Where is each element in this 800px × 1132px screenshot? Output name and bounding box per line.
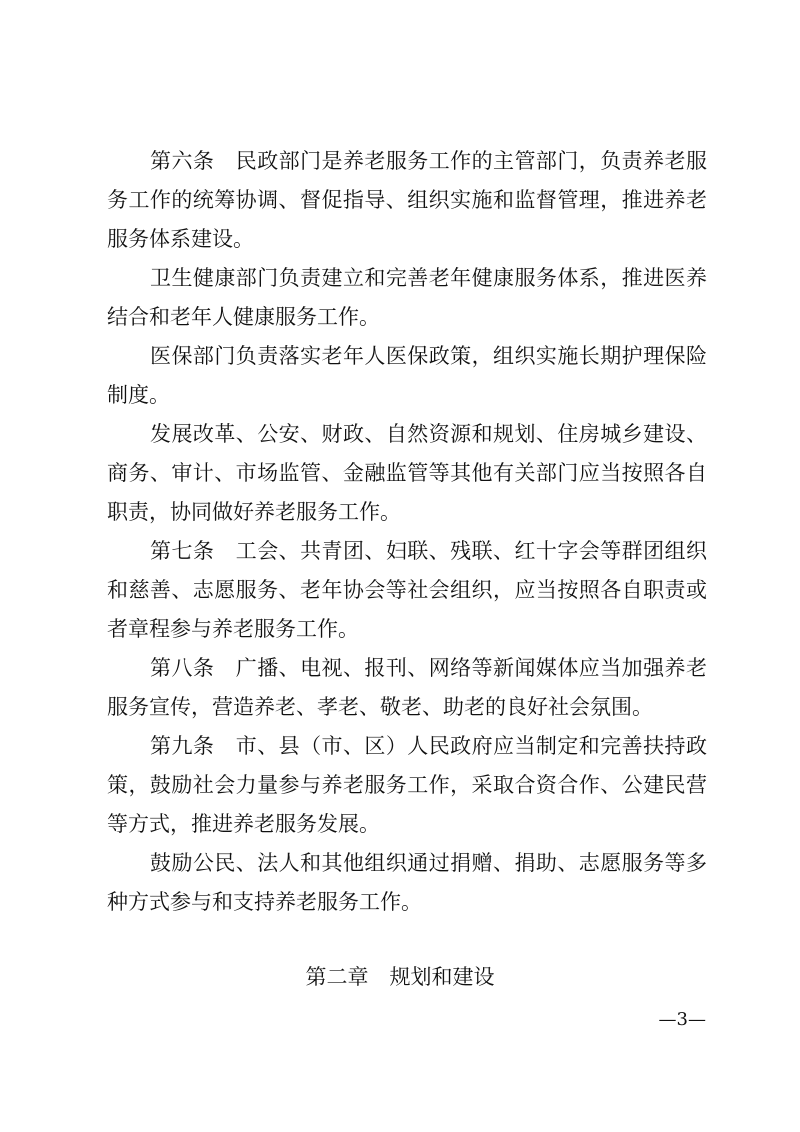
- text-line: 第六条 民政部门是养老服务工作的主管部门，负责养老服: [150, 149, 707, 173]
- paragraph: [107, 259, 707, 337]
- text-line: 结合和老年人健康服务工作。: [107, 305, 380, 329]
- text-line: 鼓励公民、法人和其他组织通过捐赠、捐助、志愿服务等多: [150, 851, 707, 875]
- text-line: 等方式，推进养老服务发展。: [107, 812, 380, 836]
- text-line: 务工作的统筹协调、督促指导、组织实施和监督管理，推进养老: [107, 188, 707, 212]
- paragraph: [107, 415, 707, 532]
- text-line: 医保部门负责落实老年人医保政策，组织实施长期护理保险: [150, 344, 707, 368]
- text-line: 卫生健康部门负责建立和完善老年健康服务体系，推进医养: [150, 266, 707, 290]
- paragraph: [107, 532, 707, 649]
- text-line: 发展改革、公安、财政、自然资源和规划、住房城乡建设、: [150, 422, 707, 446]
- text-line: 职责，协同做好养老服务工作。: [107, 500, 401, 524]
- text-line: 者章程参与养老服务工作。: [107, 617, 359, 641]
- text-line: 和慈善、志愿服务、老年协会等社会组织，应当按照各自职责或: [107, 578, 707, 602]
- text-line: 种方式参与和支持养老服务工作。: [107, 890, 422, 914]
- chapter-heading: 第二章 规划和建设: [305, 965, 495, 989]
- text-line: 策，鼓励社会力量参与养老服务工作，采取合资合作、公建民营: [107, 773, 707, 797]
- paragraph: [107, 844, 707, 922]
- paragraph: [107, 142, 707, 259]
- page-number: —3—: [658, 1009, 706, 1030]
- text-line: 第七条 工会、共青团、妇联、残联、红十字会等群团组织: [150, 539, 707, 563]
- text-line: 第九条 市、县（市、区）人民政府应当制定和完善扶持政: [150, 734, 707, 758]
- text-line: 第八条 广播、电视、报刊、网络等新闻媒体应当加强养老: [150, 656, 707, 680]
- text-line: 服务体系建设。: [107, 227, 254, 251]
- text-line: 制度。: [107, 383, 170, 407]
- text-line: 服务宣传，营造养老、孝老、敬老、助老的良好社会氛围。: [107, 695, 653, 719]
- text-line: 商务、审计、市场监管、金融监管等其他有关部门应当按照各自: [107, 461, 707, 485]
- paragraph: [107, 649, 707, 727]
- document-body: [107, 142, 707, 922]
- paragraph: [107, 727, 707, 844]
- paragraph: [107, 337, 707, 415]
